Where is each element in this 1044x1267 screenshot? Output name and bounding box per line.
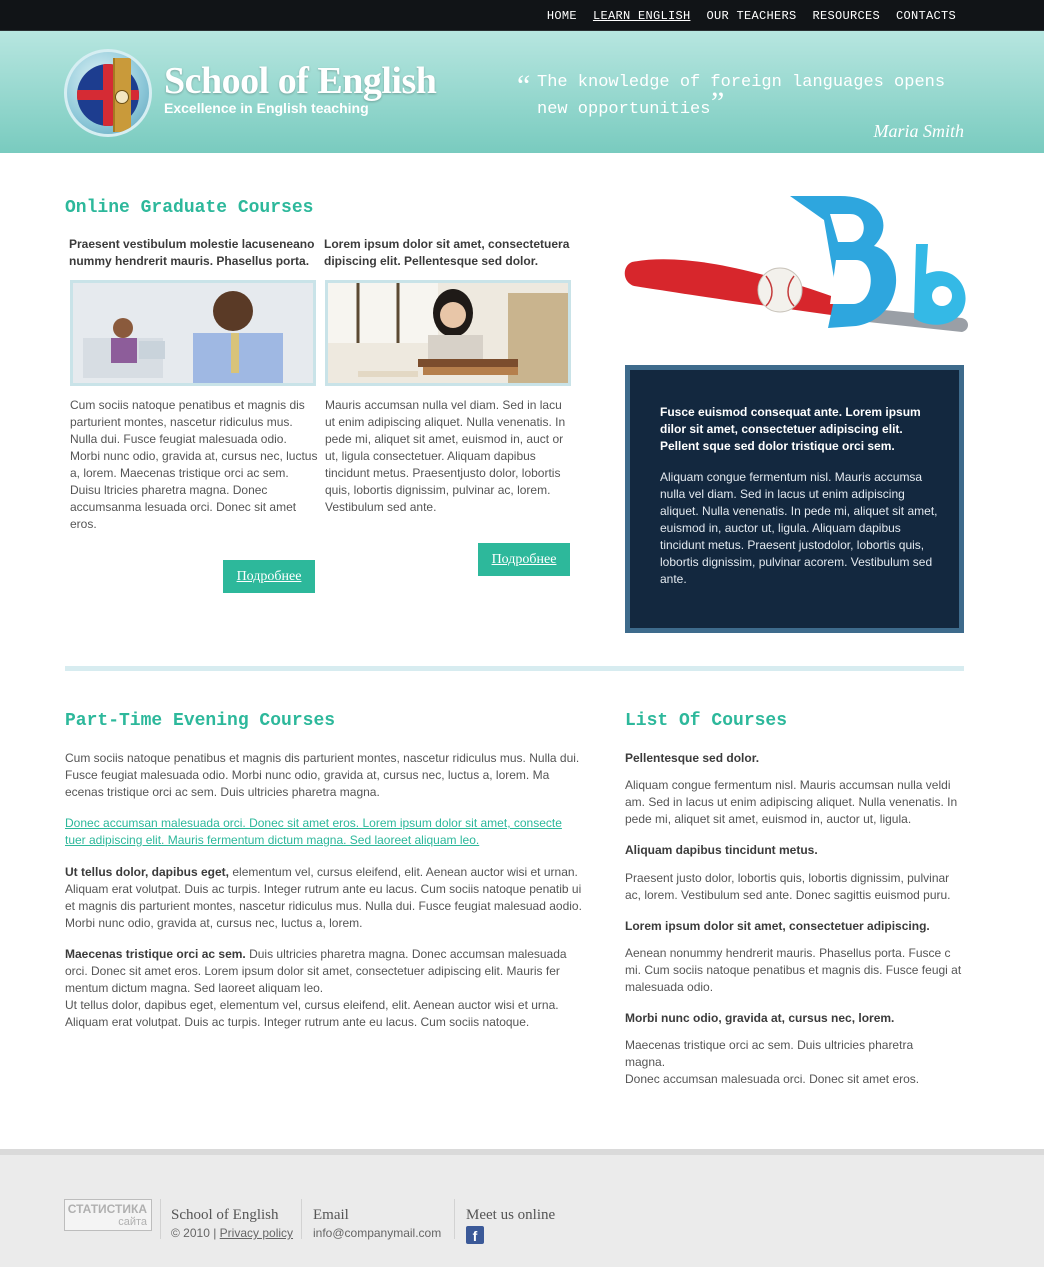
list-courses-heading: List Of Courses <box>625 711 788 731</box>
stats-badge-line-1: СТАТИСТИКА <box>67 1202 147 1216</box>
parttime-p3-bold: Ut tellus dolor, dapibus eget, <box>65 865 230 879</box>
close-quote-icon: ” <box>711 86 725 119</box>
course-item-1-title: Pellentesque sed dolor. <box>625 751 760 765</box>
footer-email-address[interactable]: info@companymail.com <box>313 1226 442 1240</box>
parttime-paragraph-5: Ut tellus dolor, dapibus eget, elementum vel, cursus eleifend, elit. Aenean auctor wisi et urna. Aliquam erat volutpat. Duis ac turpis. Integer rutrum ante eu lacus. Cum sociis natoque. <box>65 998 559 1029</box>
footer-separator <box>301 1199 302 1239</box>
logo-big-ben-icon[interactable] <box>64 49 152 137</box>
nav-learn-english[interactable]: LEARN ENGLISH <box>592 9 691 23</box>
stats-counter-badge[interactable] <box>64 1199 152 1231</box>
course-item-4-text-2: Donec accumsan malesuada orci. Donec sit amet eros. <box>625 1072 920 1086</box>
parttime-p4-text: Duis ultricies pharetra magna. Donec accumsan malesuada orci. Donec sit amet eros. Lorem ipsum dolor sit amet, consectetuer adipiscing elit. Mauris fer mentum dictum magna. Sed laoreet aliquam leo. <box>65 947 567 995</box>
site-footer <box>0 1149 1044 1267</box>
main-nav <box>547 9 956 23</box>
bb-baseball-bat-illustration <box>624 190 970 338</box>
course-item-3-text: Aenean nonummy hendrerit mauris. Phasellus porta. Fusce c mi. Cum sociis natoque penatibus et magnis dis. Fusce feugi at malesuada odio. <box>625 946 962 994</box>
footer-online-title: Meet us online <box>466 1207 556 1223</box>
course-item-1-text: Aliquam congue fermentum nisl. Mauris accumsan nulla veldi am. Sed in lacus ut enim adipiscing aliquet. Nulla venenatis. In pede mi, aliquet sit amet, euismod in, auctor ut, ligula. <box>625 778 958 826</box>
online-col1-text: Cum sociis natoque penatibus et magnis dis parturient montes, nascetur ridiculus mus. Nulla dui. Fusce feugiat malesuada odio. Morbi nunc odio, gravida at, cursus nec, luctus a, lorem. Maecenas tristique orci ac sem. Duisu ltricies pharetra magna. Donec accumsanma lesuada orci. Donec sit amet eros. <box>70 398 318 531</box>
privacy-policy-link[interactable]: Privacy policy <box>219 1226 294 1240</box>
footer-copyright <box>171 1226 293 1240</box>
parttime-p4-bold: Maecenas tristique orci ac sem. <box>65 947 246 961</box>
footer-separator <box>160 1199 161 1239</box>
quote-line-2-text: new opportunities <box>537 100 711 119</box>
footer-separator <box>454 1199 455 1239</box>
student-woman-illustration <box>328 283 568 383</box>
promo-dark-box <box>625 365 964 633</box>
parttime-link[interactable]: Donec accumsan malesuada orci. Donec sit amet eros. Lorem ipsum dolor sit amet, consecte tuer adipiscing elit. Mauris fermentum dictum magna. Sed laoreet aliquam leo. <box>65 816 562 847</box>
site-tagline: Excellence in English teaching <box>164 100 369 116</box>
footer-brand-title: School of English <box>171 1207 279 1223</box>
site-header <box>0 31 1044 153</box>
stats-badge-line-2: сайта <box>118 1216 147 1228</box>
photo-student-woman <box>325 280 571 386</box>
online-col1-heading: Praesent vestibulum molestie lacuseneano nummy hendrerit mauris. Phasellus porta. <box>69 237 315 268</box>
more-button-col1[interactable]: Подробнее <box>223 560 315 593</box>
parttime-p3-text: elementum vel, cursus eleifend, elit. Aenean auctor wisi et urnan. Aliquam erat volutpat. Duis ac turpis. Integer rutrum ante eu lacus. Cum sociis natoque penatib ui et magnis dis parturient montes, nascetur ridiculus mus. Nulla dui. Fusce feugiat malesuad aodio. Morbi nunc odio, gravida at, cursus nec, luctus a, lorem. <box>65 865 582 930</box>
course-item-2-title: Aliquam dapibus tincidunt metus. <box>625 843 818 857</box>
course-item-3-title: Lorem ipsum dolor sit amet, consectetuer adipiscing. <box>625 919 930 933</box>
clock-icon <box>115 90 129 104</box>
course-item-2-text: Praesent justo dolor, lobortis quis, lobortis dignissim, pulvinar ac, lorem. Vestibulum sed ante. Donec sagittis euismod puru. <box>625 871 951 902</box>
open-quote-icon: “ <box>517 69 531 102</box>
quote-line-2 <box>537 96 967 123</box>
footer-email-title: Email <box>313 1207 349 1223</box>
parttime-paragraph-4 <box>65 946 585 997</box>
footer-copyright-text: © 2010 | <box>171 1226 217 1240</box>
online-col2-text: Mauris accumsan nulla vel diam. Sed in lacu ut enim adipiscing aliquet. Nulla venenatis. In pede mi, aliquet sit amet, euismod in, auct or ut, ligula consectetuer. Aliquam dapibus tincidunt metus. Praesentjusto dolor, lobortis quis, lobortis dignissim, pulvinar ac, lorem. Vestibulum sed ante. <box>325 398 566 514</box>
parttime-paragraph-1: Cum sociis natoque penatibus et magnis dis parturient montes, nascetur ridiculus mus. Nulla dui. Fusce feugiat malesuada odio. Morbi nunc odio, gravida at, cursus nec, luctus a, lorem. Ma ecenas tristique orci ac sem. Duis ultricies pharetra magna. <box>65 751 580 799</box>
more-button-col2[interactable]: Подробнее <box>478 543 570 576</box>
site-title[interactable]: School of English <box>164 60 437 102</box>
quote-author: Maria Smith <box>873 121 964 141</box>
header-quote <box>537 69 967 123</box>
student-man-illustration <box>73 283 313 383</box>
promo-bold-text: Fusce euismod consequat ante. Lorem ipsum dilor sit amet, consectetuer adipiscing elit. Pellent sque sed dolor tristique orci sem. <box>660 405 921 453</box>
promo-text: Aliquam congue fermentum nisl. Mauris accumsa nulla vel diam. Sed in lacus ut enim adipiscing aliquet. Nulla venenatis. In pede mi, aliquet sit amet, euismod in, auctor ut, ligula. Aliquam dapibus tincidunt metus. Praesent justodolor, lobortis quis, lobortis dignissim, pulvinar acorem. Vestibulum sed ante. <box>660 470 938 586</box>
nav-resources[interactable]: RESOURCES <box>812 9 880 23</box>
top-navigation-bar <box>0 0 1044 31</box>
online-col2-heading: Lorem ipsum dolor sit amet, consectetuera dipiscing elit. Pellentesque sed dolor. <box>324 237 570 268</box>
parttime-heading: Part-Time Evening Courses <box>65 711 336 731</box>
photo-student-man <box>70 280 316 386</box>
quote-line-1: The knowledge of foreign languages opens <box>537 73 946 92</box>
facebook-icon[interactable]: f <box>466 1226 484 1244</box>
course-item-4-text-1: Maecenas tristique orci ac sem. Duis ultricies pharetra magna. <box>625 1038 914 1069</box>
nav-our-teachers[interactable]: OUR TEACHERS <box>706 9 797 23</box>
section-divider <box>65 666 964 671</box>
nav-contacts[interactable]: CONTACTS <box>895 9 956 23</box>
course-item-4-title: Morbi nunc odio, gravida at, cursus nec, lorem. <box>625 1011 895 1025</box>
online-courses-heading: Online Graduate Courses <box>65 198 314 218</box>
parttime-paragraph-3 <box>65 864 585 932</box>
nav-home[interactable]: HOME <box>546 9 577 23</box>
